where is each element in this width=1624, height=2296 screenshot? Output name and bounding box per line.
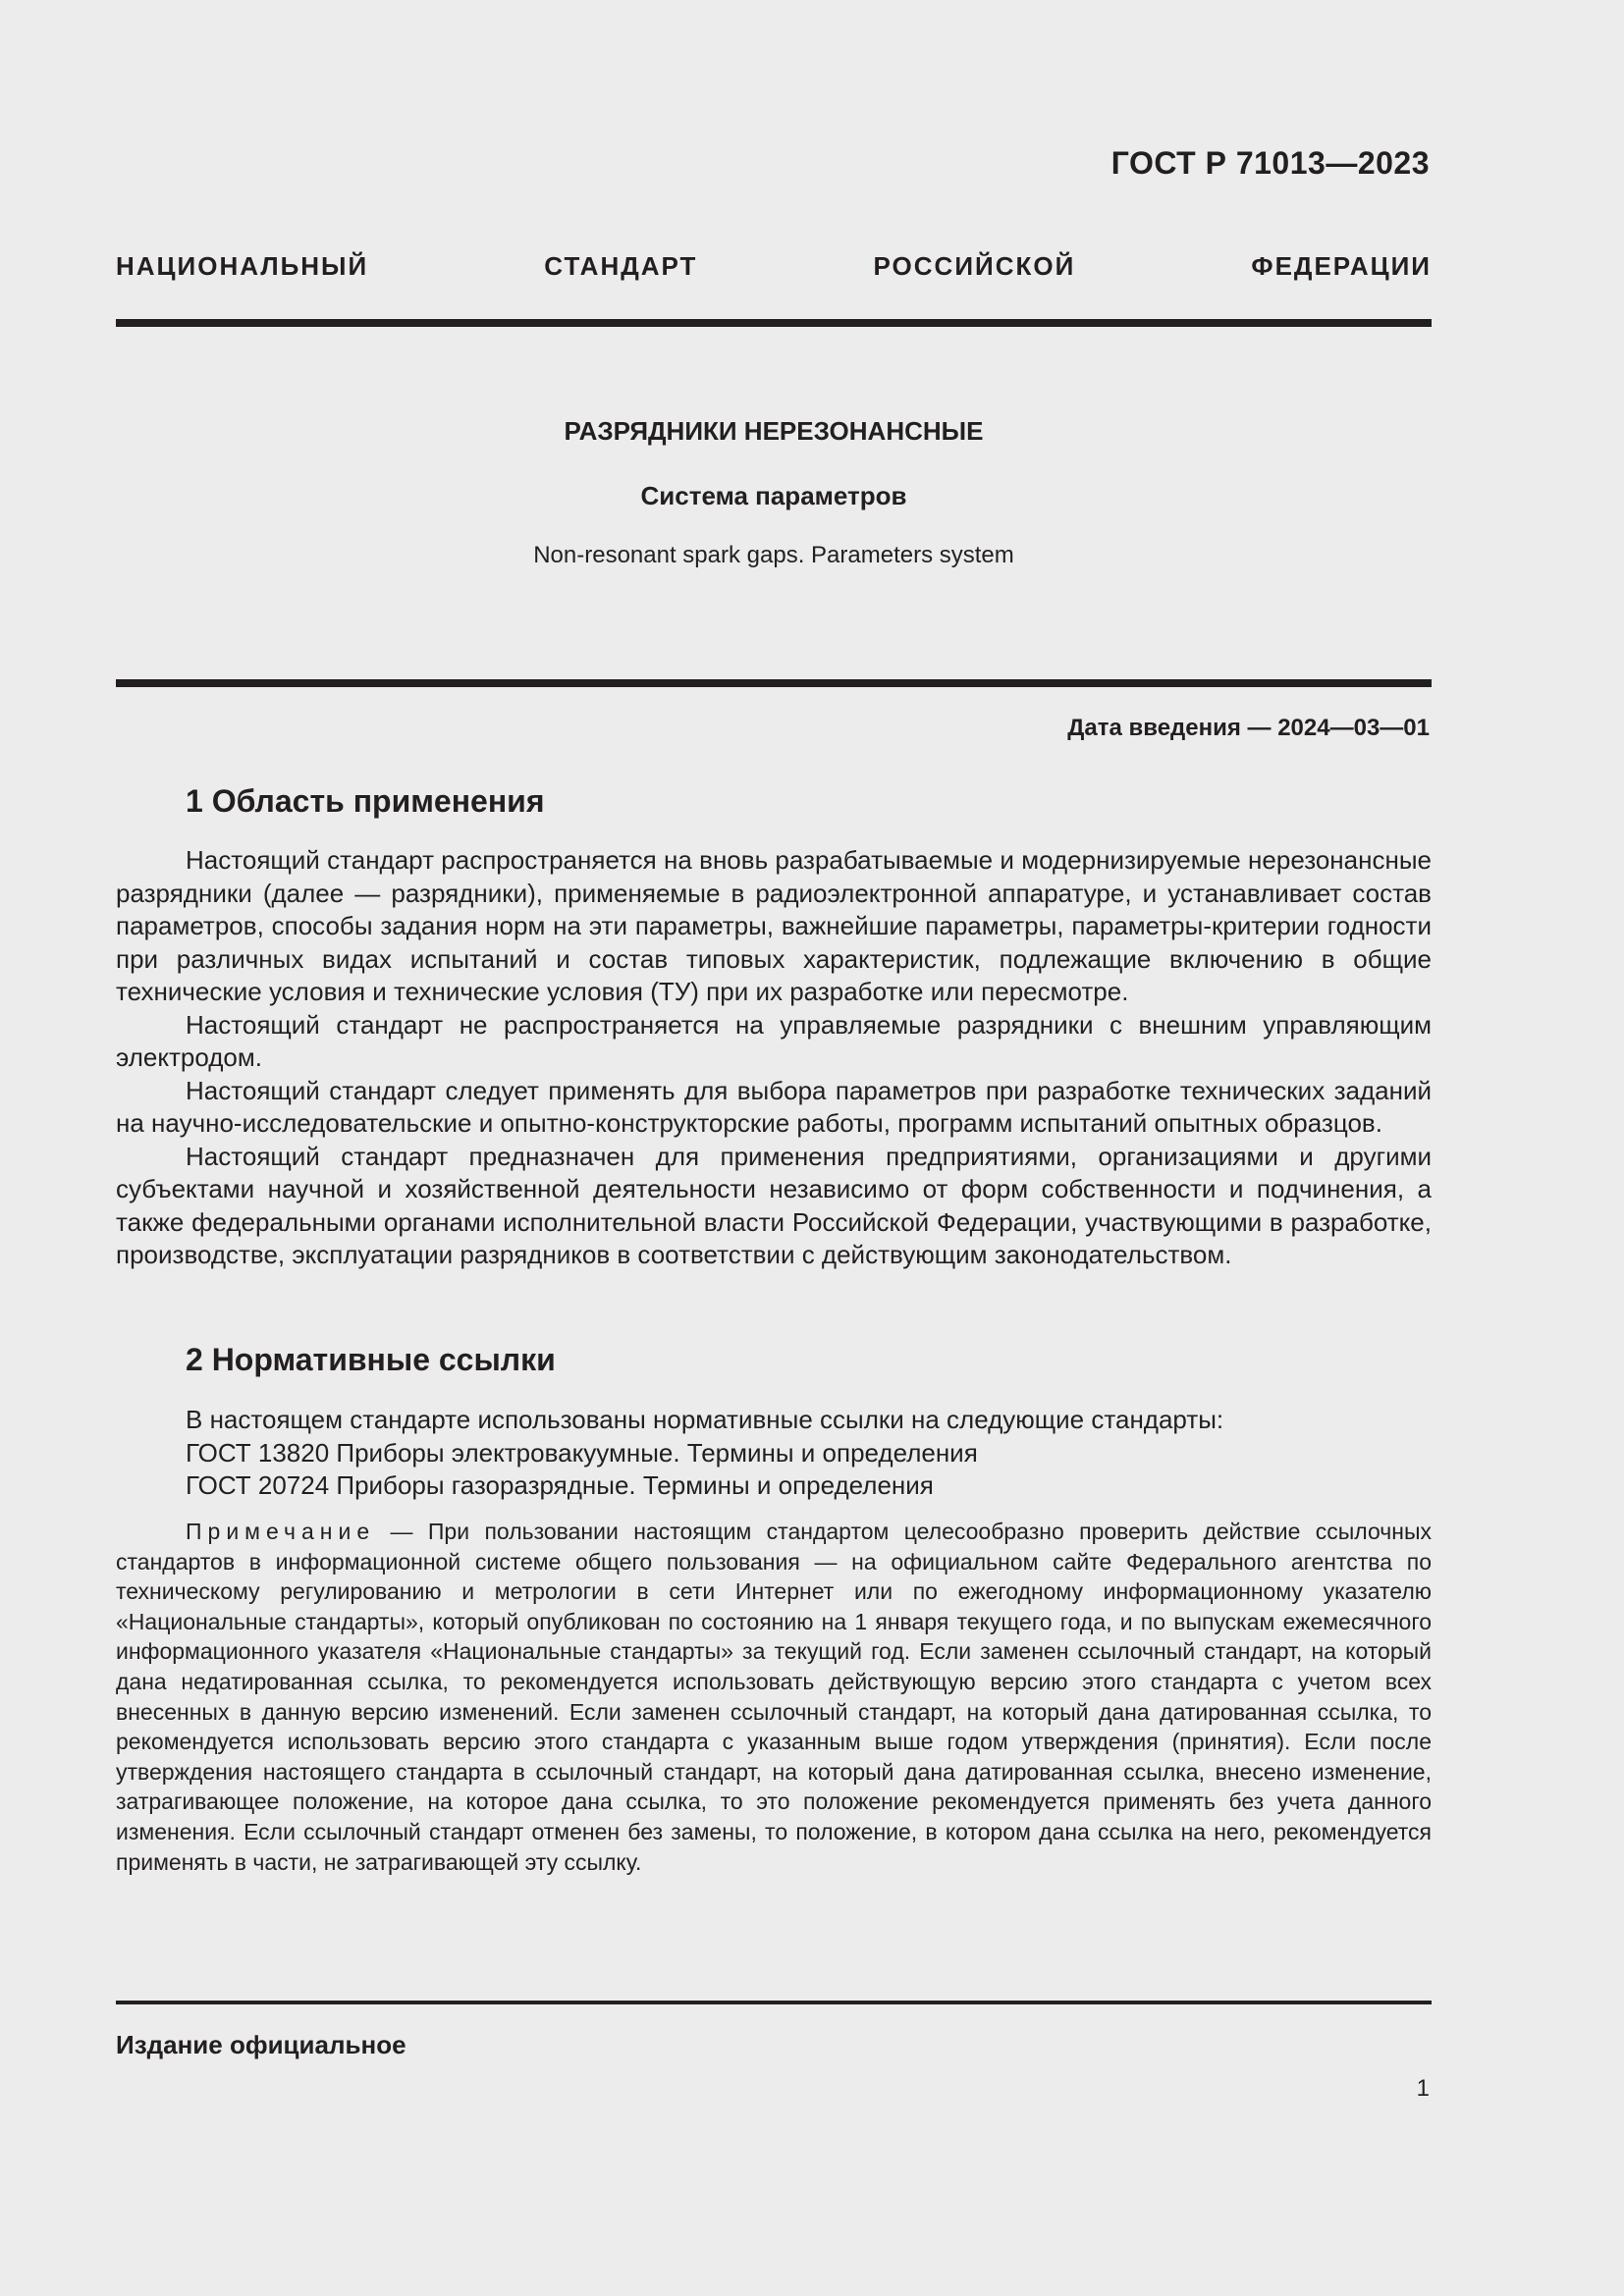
paragraph: Настоящий стандарт следует применять для выбора параметров при разработке технических заданий на научно-исследовательские и опытно-конструкторские работы, программ испытаний опытных образцов. <box>116 1075 1432 1138</box>
paragraph: Настоящий стандарт не распространяется на управляемые разрядники с внешним управляющим электродом. <box>116 1009 1432 1072</box>
document-number: ГОСТ Р 71013—2023 <box>1110 145 1430 181</box>
document-subtitle: Система параметров <box>640 481 907 510</box>
section-body-scope <box>116 844 1432 1272</box>
page-number: 1 <box>1416 2075 1430 2102</box>
reference-intro: В настоящем стандарте использованы нормативные ссылки на следующие стандарты: <box>186 1405 1224 1434</box>
official-edition-label: Издание официальное <box>116 2030 406 2059</box>
reference-item: ГОСТ 13820 Приборы электровакуумные. Термины и определения <box>186 1437 978 1468</box>
section-heading-scope: 1 Область применения <box>186 783 545 819</box>
introduction-date: Дата введения — 2024—03—01 <box>1067 715 1430 741</box>
section-heading-references: 2 Нормативные ссылки <box>186 1342 556 1377</box>
reference-item: ГОСТ 20724 Приборы газоразрядные. Термины и определения <box>186 1470 934 1500</box>
note-text: — При пользовании настоящим стандартом целесообразно проверить действие ссылочных стандартов в информационной системе общего пользования — на официальном сайте Федерального агентства по техническому регулированию и метрологии в сети Интернет или по ежегодному информационному указателю «Национальные стандарты», который опубликован по состоянию на 1 января текущего года, и по выпускам ежемесячного информационного указателя «Национальные стандарты» за текущий год. Если заменен ссылочный стандарт, на который дана недатированная ссылка, то рекомендуется использовать действующую версию этого стандарта с учетом всех внесенных в данную версию изменений. Если заменен ссылочный стандарт, на который дана датированная ссылка, то рекомендуется использовать версию этого стандарта с указанным выше годом утверждения (принятия). Если после утверждения настоящего стандарта в ссылочный стандарт, на который дана датированная ссылка, внесено изменение, затрагивающее положение, на которое дана ссылка, то это положение рекомендуется применять без учета данного изменения. Если ссылочный стандарт отменен без замены, то положение, в котором дана ссылка на него, рекомендуется применять в части, не затрагивающей эту ссылку. <box>116 1519 1432 1875</box>
english-title: Non-resonant spark gaps. Parameters system <box>533 542 1014 568</box>
note <box>116 1517 1432 1877</box>
paragraph: Настоящий стандарт предназначен для применения предприятиями, организациями и другими субъектами научной и хозяйственной деятельности независимо от форм собственности и подчинения, а также федеральными органами исполнительной власти Российской Федерации, участвующими в разработке, производстве, эксплуатации разрядников в соответствии с действующим законодательством. <box>116 1141 1432 1269</box>
note-label: Примечание <box>186 1519 376 1544</box>
footer-divider <box>116 2001 1432 2004</box>
document-title: РАЗРЯДНИКИ НЕРЕЗОНАНСНЫЕ <box>564 416 984 446</box>
section-body-references <box>116 1404 1432 1503</box>
top-divider <box>116 319 1432 327</box>
national-standard-banner: НАЦИОНАЛЬНЫЙ СТАНДАРТ РОССИЙСКОЙ ФЕДЕРАЦИИ <box>116 251 1432 281</box>
paragraph: Настоящий стандарт распространяется на вновь разрабатываемые и модернизируемые нерезонансные разрядники (далее — разрядники), применяемые в радиоэлектронной аппаратуре, и устанавливает состав параметров, способы задания норм на эти параметры, важнейшие параметры, параметры-критерии годности при различных видах испытаний и состав типовых характеристик, подлежащие включению в общие технические условия и технические условия (ТУ) при их разработке или пересмотре. <box>116 845 1432 1006</box>
title-divider <box>116 679 1432 687</box>
